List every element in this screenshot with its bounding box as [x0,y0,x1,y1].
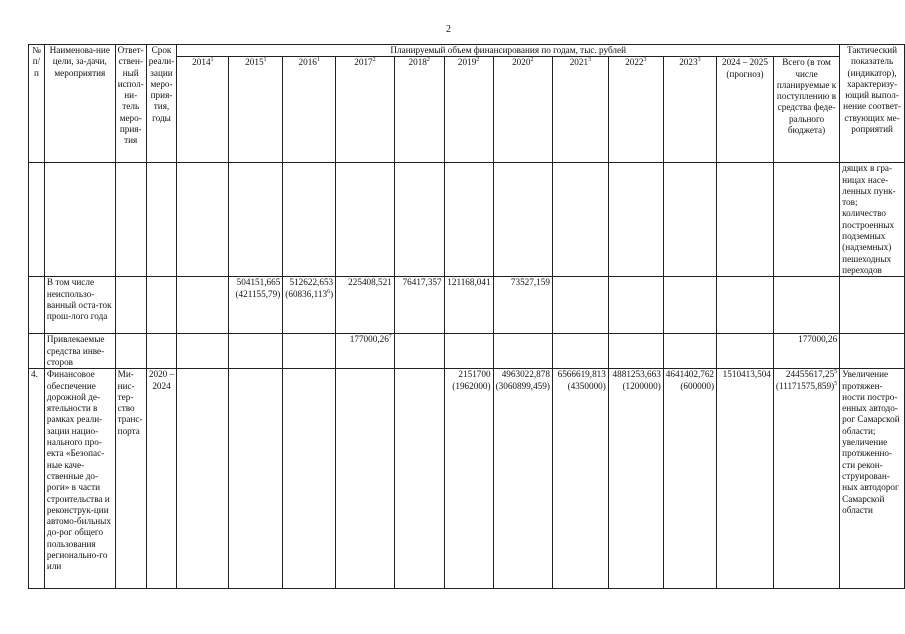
header-year-2019: 2019$^2$ [444,57,493,163]
unused-balance-2020: 73527,159 [493,277,552,334]
unused-balance-2017: 225408,521 [336,277,395,334]
investors-label: Привлекаемые средства инве-сторов [44,334,115,369]
unused-balance-2015: 504151,665 (421155,79) [229,277,283,334]
item-4-num: 4. [29,369,45,589]
header-year-2015: 2015$^1$ [229,57,283,163]
item-4-total: 24455617,25$^5$ $(11171575,859)^5$ [773,369,839,589]
item-4-row [29,369,905,589]
investors-2017: 177000,26$^7$ [336,334,395,369]
header-year-2024-2025: 2024 – 2025 (прогноз) [717,57,774,163]
header-year-2018: 2018$^2$ [394,57,444,163]
header-year-2022: 2022$^3$ [608,57,663,163]
header-year-2014: 2014$^1$ [177,57,229,163]
item-4-2019: 2151700 (1962000) [444,369,493,589]
header-row [29,45,905,57]
investors-total: 177000,26 [773,334,839,369]
item-4-period: 2020 – 2024 [146,369,177,589]
header-period: Срок реали-зации меро-прия-тия, годы [146,45,177,163]
item-4-2022: 4881253,663 (1200000) [608,369,663,589]
page-number: 2 [446,24,451,35]
header-name: Наименова-ние цели, за-дачи, мероприятия [44,45,115,163]
investors-row [29,334,905,369]
continuation-indicator: дящих в гра-ницах насе-ленных пунк-тов; количество построенных подземных (надземных) пешеходных переходов [840,163,905,277]
header-year-2016: 2016$^1$ [283,57,336,163]
item-4-2021: 6566619,813 (4350000) [552,369,608,589]
header-year-2023: 2023$^3$ [663,57,716,163]
header-indicator: Тактический показатель (индикатор), характеризу-ющий выпол-нение соответ-ствующих ме-роприятий [840,45,905,163]
unused-balance-2019: 121168,041 [444,277,493,334]
item-4-2024-2025: 1510413,504 [717,369,774,589]
unused-balance-2018: 76417,357 [394,277,444,334]
item-4-2020: 4963022,878 (3060899,459) [493,369,552,589]
item-4-responsible: Ми-нис-тер-ство транс-порта [115,369,146,589]
header-funding-title: Планируемый объем финансирования по годам, тыс. рублей [177,45,840,57]
header-num: № п/п [29,45,45,163]
financing-table [28,44,905,589]
item-4-2023: 4641402,762 (600000) [663,369,716,589]
header-responsible: Ответ-ствен-ный испол-ни-тель меро-прия-тия [115,45,146,163]
unused-balance-2016: 512622,653 (60836,113$^6$) [283,277,336,334]
unused-balance-label: В том числе неиспользо-ванный оста-ток прош-лого года [44,277,115,334]
unused-balance-row [29,277,905,334]
header-year-2021: 2021$^3$ [552,57,608,163]
header-total: Всего (в том числе планируемые к поступлению в средства феде-рального бюджета) [773,57,839,163]
continuation-row [29,163,905,277]
header-year-2017: 2017$^2$ [336,57,395,163]
item-4-name: Финансовое обеспечение дорожной де-ятельности в рамках реали-зации нацио-нального про-екта «Безопас-ные каче-ственные до-роги» в части строительства и реконструк-ции автомо-бильных до-рог общего пользования регионально-го или [44,369,115,589]
item-4-indicator: Увеличение протяжен-ности постро-енных автодо-рог Самарской области; увеличение протяженно-сти рекон-струирован-ных автодорог Самарской области [840,369,905,589]
header-year-2020: 2020$^2$ [493,57,552,163]
